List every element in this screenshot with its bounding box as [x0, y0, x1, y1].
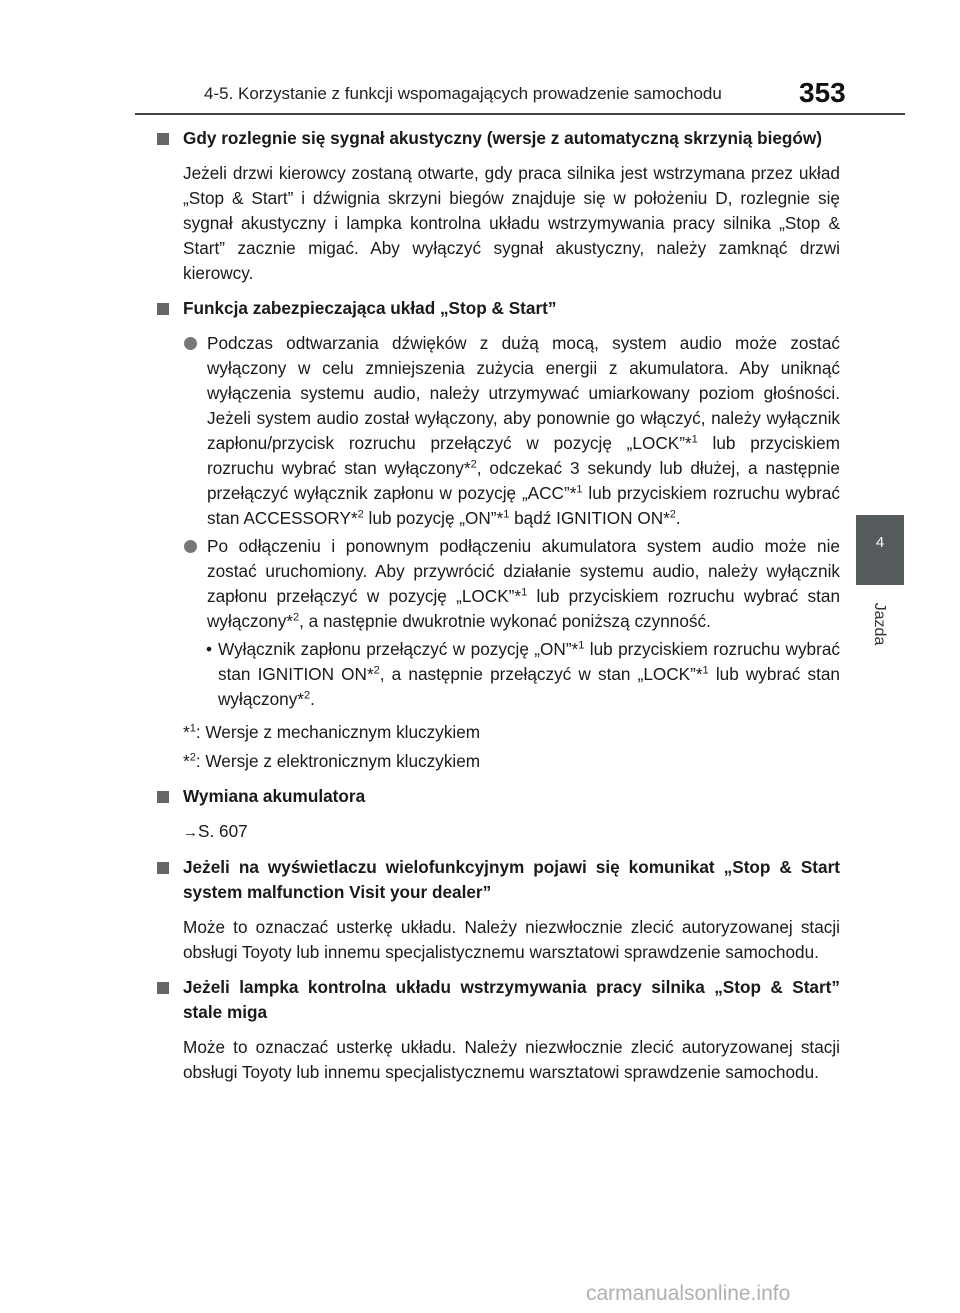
text: : Wersje z elektronicznym kluczykiem [195, 751, 481, 771]
heading-text: Gdy rozlegnie się sygnał akustyczny (wersje z automatyczną skrzynią biegów) [183, 128, 823, 148]
footnote-marker: 2 [303, 689, 311, 702]
text: Podczas odtwarzania dźwięków z dużą mocą, system audio może zostać wyłączony w celu zmniejszenia zużycia energii z akumulatora. Aby uniknąć wyłączenia systemu audio, należy utrzymywać umiarkowany poziom głośności. Jeżeli system audio został wyłączony, aby ponownie go włączyć, należy wyłącznik zapłonu/przycisk rozruchu przełączyć w pozycję „LOCK”* [207, 333, 840, 453]
text: Wyłącznik zapłonu przełączyć w pozycję „ON”* [218, 639, 579, 659]
footnote-marker: 1 [189, 722, 196, 735]
footnote-marker: 2 [292, 611, 300, 624]
paragraph: Może to oznaczać usterkę układu. Należy niezwłocznie zlecić autoryzowanej stacji obsługi Toyoty lub innemu specjalistycznemu warsztatowi sprawdzenie samochodu. [183, 917, 840, 962]
page-content [156, 126, 840, 1095]
page-reference[interactable] [156, 819, 840, 845]
text: . [310, 689, 315, 709]
arrow-right-icon: → [183, 824, 198, 841]
text: Po odłączeniu i ponownym podłączeniu akumulatora system audio może nie zostać uruchomiony. Aby przywrócić działanie systemu audio, należy wyłącznik zapłonu przełączyć w pozycję „LOCK”* [207, 536, 840, 606]
footnote [156, 720, 840, 745]
heading-text: Funkcja zabezpieczająca układ „Stop & Start” [183, 298, 557, 318]
header-divider [135, 113, 905, 115]
paragraph: Może to oznaczać usterkę układu. Należy niezwłocznie zlecić autoryzowanej stacji obsługi Toyoty lub innemu specjalistycznemu warsztatowi sprawdzenie samochodu. [183, 1037, 840, 1082]
chapter-title: 4-5. Korzystanie z funkcji wspomagających prowadzenie samochodu [204, 84, 722, 103]
chapter-tab-label-text: Jazda [871, 602, 888, 646]
page-number: 353 [799, 77, 846, 108]
square-bullet-icon [157, 303, 169, 315]
chapter-tab: 4 [856, 515, 904, 585]
text: lub przyciskiem rozruchu wybrać stan ACCESSORY* [207, 483, 840, 528]
text: lub przyciskiem rozruchu wybrać stan wyłączony* [207, 433, 840, 478]
circle-bullet-icon [184, 540, 197, 553]
footnote-marker: 1 [576, 483, 583, 496]
paragraph: Jeżeli drzwi kierowcy zostaną otwarte, gdy praca silnika jest wstrzymana przez układ „Stop & Start” i dźwignia skrzyni biegów znajduje się w położeniu D, rozlegnie się sygnał akustyczny i lampka kontrolna układu wstrzymywania pracy silnika „Stop & Start” zacznie migać. Aby wyłączyć sygnał akustyczny, należy zamknąć drzwi kierowcy. [183, 163, 840, 283]
footnote-marker: 2 [669, 508, 676, 521]
watermark: carmanualsonline.info [586, 1282, 791, 1305]
section-heading-indicator-flashing [156, 975, 840, 1025]
text: lub przyciskiem rozruchu wybrać stan wyłączony* [207, 586, 841, 631]
chapter-tab-label [853, 588, 905, 658]
text: , a następnie dwukrotnie wykonać poniższą czynność. [299, 611, 711, 631]
footnote-marker: 2 [373, 664, 380, 677]
footnote-marker: 1 [691, 433, 698, 446]
heading-text: Jeżeli na wyświetlaczu wielofunkcyjnym pojawi się komunikat „Stop & Start system malfunction Visit your dealer” [183, 857, 840, 902]
square-bullet-icon [157, 133, 169, 145]
square-bullet-icon [157, 982, 169, 994]
text: . [675, 508, 681, 528]
circle-bullet-icon [184, 337, 197, 350]
square-bullet-icon [157, 791, 169, 803]
footnote [156, 749, 840, 774]
reference-text: S. 607 [198, 821, 248, 841]
section-heading-battery [156, 784, 840, 809]
footnote-marker: 1 [521, 586, 528, 599]
small-bullet: • [206, 639, 213, 659]
text: : Wersje z mechanicznym kluczykiem [195, 722, 481, 742]
footnote-marker: 2 [189, 751, 196, 764]
section-heading-malfunction-message [156, 855, 840, 905]
footnote-marker: 2 [357, 508, 364, 521]
heading-text: Jeżeli lampka kontrolna układu wstrzymywania pracy silnika „Stop & Start” stale miga [183, 977, 840, 1022]
list-item [156, 331, 840, 531]
footnote-marker: 2 [470, 458, 477, 471]
text: , a następnie przełączyć w stan „LOCK”* [379, 664, 703, 684]
footnote-marker: 1 [503, 508, 510, 521]
text: lub wybrać stan wyłączony* [218, 664, 840, 709]
heading-text: Wymiana akumulatora [183, 786, 366, 806]
footnote-marker: 1 [702, 664, 709, 677]
square-bullet-icon [157, 862, 169, 874]
text: lub przyciskiem rozruchu wybrać stan IGNITION ON* [218, 639, 840, 684]
section-heading-protection [156, 296, 840, 321]
text: * [183, 751, 190, 771]
text: bądź IGNITION ON* [509, 508, 670, 528]
text: , odczekać 3 sekundy lub dłużej, a następnie przełączyć wyłącznik zapłonu w pozycję „ACC”* [207, 458, 840, 503]
footnote-marker: 1 [578, 639, 585, 652]
list-item [156, 534, 840, 634]
text: * [183, 722, 190, 742]
section-heading-buzzer [156, 126, 840, 151]
sub-list-item [156, 637, 840, 712]
text: lub pozycję „ON”* [363, 508, 504, 528]
